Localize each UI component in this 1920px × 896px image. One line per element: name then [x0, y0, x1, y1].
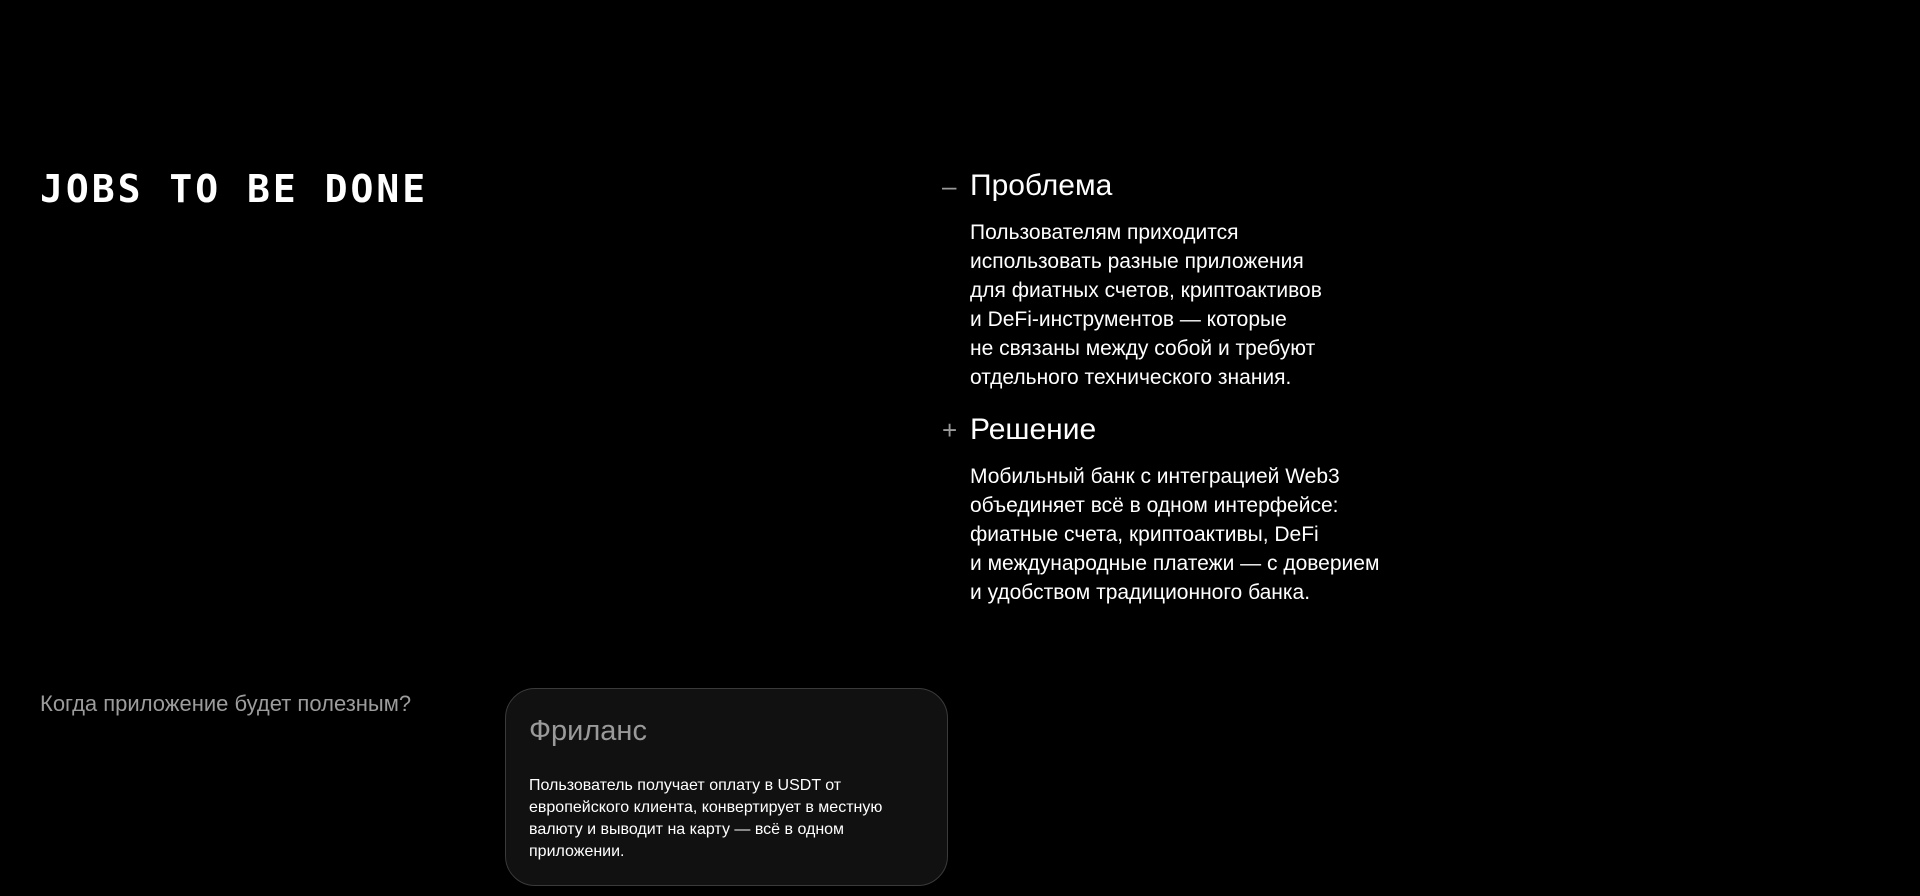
section-title: JOBS TO BE DONE [40, 167, 429, 211]
accordion-body-solution: Мобильный банк с интеграцией Web3 объединяет всё в одном интерфейсе: фиатные счета, криптоактивы, DeFi и международные платежи — с доверием и удобством традиционного банка. [970, 465, 1380, 604]
accordion-item-problem [942, 164, 1462, 392]
accordion-header-problem[interactable] [942, 164, 1462, 208]
accordion-title-solution[interactable]: Решение [970, 413, 1097, 446]
accordion-title-problem[interactable]: Проблема [970, 169, 1113, 202]
usecase-question: Когда приложение будет полезным? [40, 691, 412, 716]
accordion-header-solution[interactable] [942, 408, 1462, 452]
usecase-card-text: Пользователь получает оплату в USDT от европейского клиента, конвертирует в местную валюту и выводит на карту — всё в одном приложении. [529, 777, 883, 860]
usecase-card-freelance[interactable] [505, 688, 948, 886]
accordion [942, 164, 1462, 623]
accordion-item-solution [942, 408, 1462, 607]
usecase-card-title: Фриланс [529, 715, 647, 747]
minus-icon[interactable]: – [942, 171, 957, 201]
plus-icon[interactable]: + [942, 415, 958, 445]
accordion-body-problem: Пользователям приходится использовать разные приложения для фиатных счетов, криптоактивов и DeFi-инструментов — которые не связаны между собой и требуют отдельного технического знания. [970, 221, 1322, 389]
